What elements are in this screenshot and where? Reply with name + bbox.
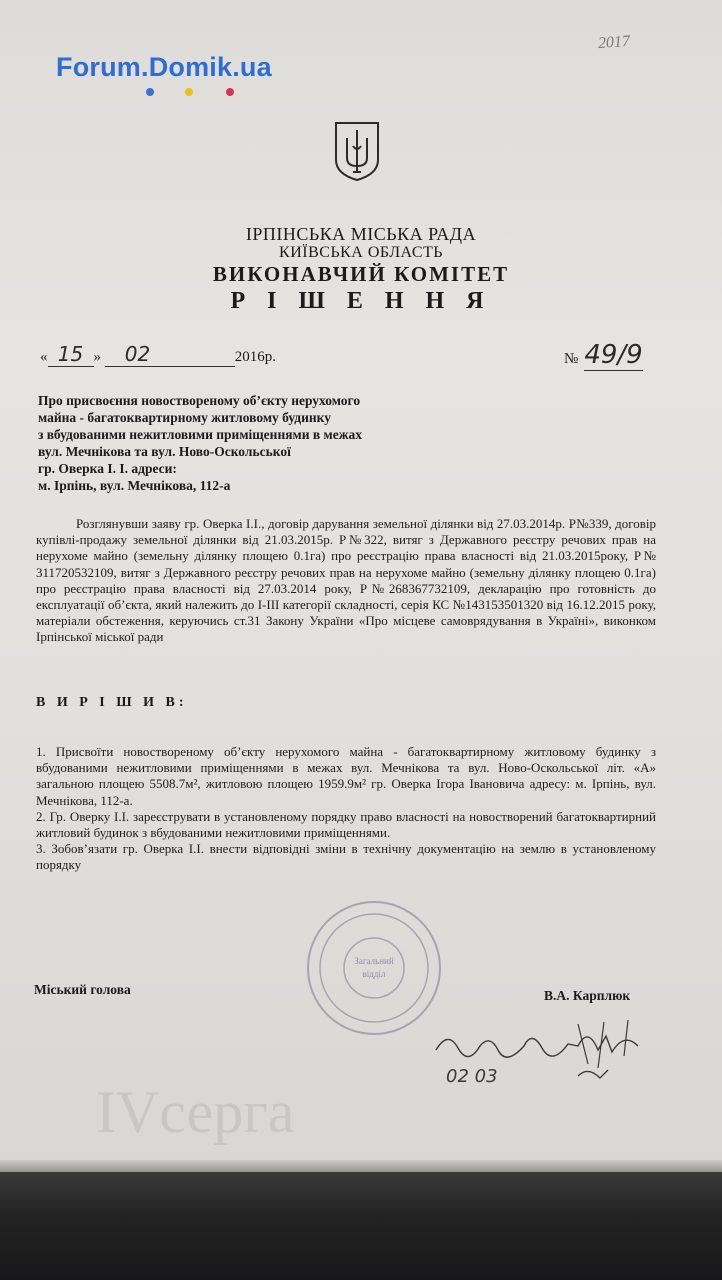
subject-line: з вбудованими нежитловими приміщеннями в межах (38, 427, 363, 442)
subject-line: вул. Мечнікова та вул. Ново-Оскольської (38, 444, 291, 459)
subject-line: Про присвоєння новоствореному об’єкту нерухомого (38, 393, 361, 408)
date-day: 15 (48, 342, 94, 367)
decision-item: 1. Присвоїти новоствореному об’єкту нерухомого майна - багатоквартирному житловому будинку з вбудованими нежитловими приміщеннями в межах вул. Мечнікова та вул. Ново-Оскольської літ. «А» загальною площею 5508.7м², житловою площею 1959.9м² гр. Оверка Ігора Івановича адресу: м. Ірпінь, вул. Мечнікова, 112-а. (36, 744, 656, 808)
signatory-name: В.А. Карплюк (544, 988, 631, 1003)
decision-number (564, 340, 643, 370)
number-value: 49/9 (584, 340, 643, 370)
decision-subject (38, 392, 458, 494)
date-month: 02 (105, 342, 235, 367)
decision-date (40, 342, 276, 367)
decision-item: 3. Зобов’язати гр. Оверка І.І. внести відповідні зміни в технічну документацію на землю в установленому порядку (36, 841, 656, 873)
watermark-logo: Forum.Domik.ua (56, 52, 272, 82)
decision-items (36, 744, 656, 874)
watermark-dot-blue (146, 88, 154, 96)
number-label: № (564, 351, 579, 367)
date-year: 2016р. (234, 349, 276, 365)
subject-line: майна - багатоквартирному житловому будинку (38, 410, 332, 425)
corner-note: 2017 (597, 32, 631, 53)
signature-date: 02 03 (446, 1066, 498, 1087)
signatory-role: Міський голова (34, 982, 131, 997)
official-stamp (304, 898, 444, 1038)
stamp-center-line2: відділ (362, 969, 386, 979)
handwritten-signature (428, 1016, 658, 1090)
subject-line: гр. Оверка І. І. адреси: (38, 461, 177, 476)
stamp-center-line1: Загальний (354, 956, 394, 966)
council-name: ІРПІНСЬКА МІСЬКА РАДА (245, 224, 477, 244)
date-quote-open: « (40, 349, 48, 365)
watermark-dot-yellow (185, 88, 193, 96)
committee-name: ВИКОНАВЧИЙ КОМІТЕТ (212, 262, 510, 286)
coat-of-arms-icon (333, 120, 381, 182)
decided-heading: В И Р І Ш И В: (36, 695, 188, 710)
subject-line: м. Ірпінь, вул. Мечнікова, 112-а (38, 478, 231, 493)
document-type: Р І Ш Е Н Н Я (230, 288, 492, 314)
region-name: КИЇВСЬКА ОБЛАСТЬ (279, 244, 443, 261)
watermark-dots (146, 88, 246, 98)
decision-item: 2. Гр. Оверку І.І. зареєструвати в установленому порядку право власності на новостворений багатоквартирний житловий будинок з вбудованими нежитловими приміщеннями. (36, 808, 656, 841)
preamble-paragraph: Розглянувши заяву гр. Оверка І.І., договір дарування земельної ділянки від 27.03.2014р. Р№339, договір купівлі-продажу земельної ділянки від 21.03.2015р. Р№322, витяг з Державного реєстру речових прав на нерухоме майно (земельну ділянку площею 0.1га) про реєстрацію права власності від 21.03.2015року, Р№ 311720532109, витяг з Державного реєстру речових прав на нерухоме майно (земельну ділянку площею 0.1га) про реєстрацію права власності від 27.03.2014 року, Р№268367732109, декларацію про готовність до експлуатації об’єкта, який належить до І-ІІІ категорії складності, серія КС №143153501320 від 16.12.2015 року, матеріали обстеження, керуючись ст.31 Закону України «Про місцеве самоврядування в Україні», виконком Ірпінської міської ради (36, 516, 656, 645)
date-quote-close: » (93, 349, 101, 365)
watermark-dot-pink (226, 88, 234, 96)
background-surface (0, 1172, 722, 1280)
bleed-through-text: IVсерга (96, 1079, 295, 1145)
